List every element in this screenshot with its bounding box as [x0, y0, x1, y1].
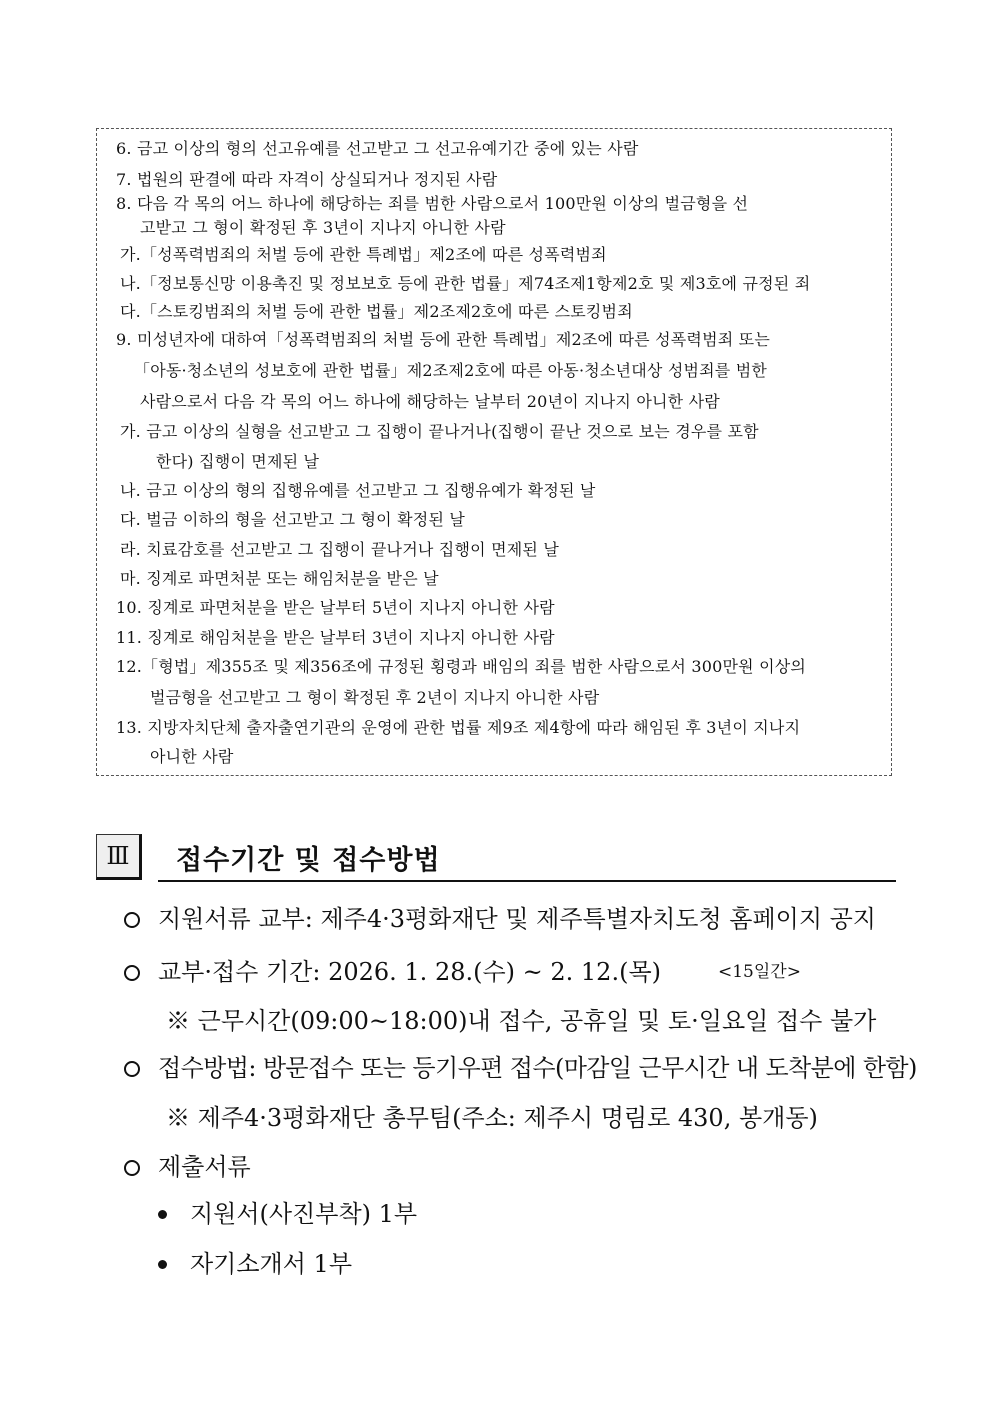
- period-days: <15일간>: [718, 962, 801, 982]
- box-line: 라. 치료감호를 선고받고 그 집행이 끝나거나 집행이 면제된 날: [120, 540, 559, 559]
- dot-bullet-icon: [158, 1260, 167, 1269]
- box-line: 8. 다음 각 목의 어느 하나에 해당하는 죄를 범한 사람으로서 100만원 이상의 벌금형을 선: [116, 194, 749, 213]
- box-line: 한다) 집행이 면제된 날: [156, 452, 320, 471]
- circle-bullet-icon: [124, 1160, 140, 1176]
- document-item: 자기소개서 1부: [190, 1250, 353, 1278]
- box-line: 9. 미성년자에 대하여「성폭력범죄의 처벌 등에 관한 특례법」제2조에 따른 성폭력범죄 또는: [116, 330, 770, 349]
- method-item: 접수방법: 방문접수 또는 등기우편 접수(마감일 근무시간 내 도착분에 한함): [158, 1054, 917, 1082]
- box-line: 11. 징계로 해임처분을 받은 날부터 3년이 지나지 아니한 사람: [116, 628, 555, 647]
- box-line: 6. 금고 이상의 형의 선고유예를 선고받고 그 선고유예기간 중에 있는 사람: [116, 139, 639, 158]
- circle-bullet-icon: [124, 912, 140, 928]
- box-line: 고받고 그 형이 확정된 후 3년이 지나지 아니한 사람: [140, 218, 506, 237]
- box-line: 나.「정보통신망 이용촉진 및 정보보호 등에 관한 법률」제74조제1항제2호 및 제3호에 규정된 죄: [120, 274, 811, 293]
- documents-heading: 제출서류: [158, 1153, 251, 1181]
- box-line: 10. 징계로 파면처분을 받은 날부터 5년이 지나지 아니한 사람: [116, 598, 555, 617]
- box-line: 가.「성폭력범죄의 처벌 등에 관한 특례법」제2조에 따른 성폭력범죄: [120, 245, 607, 264]
- box-line: 사람으로서 다음 각 목의 어느 하나에 해당하는 날부터 20년이 지나지 아니한 사람: [140, 392, 720, 411]
- section-header: [96, 834, 896, 884]
- distribution-item: 지원서류 교부: 제주4·3평화재단 및 제주특별자치도청 홈페이지 공지: [158, 905, 876, 933]
- document-item: 지원서(사진부착) 1부: [190, 1200, 418, 1228]
- box-line: 13. 지방자치단체 출자출연기관의 운영에 관한 법률 제9조 제4항에 따라 해임된 후 3년이 지나지: [116, 718, 801, 737]
- box-line: 7. 법원의 판결에 따라 자격이 상실되거나 정지된 사람: [116, 170, 498, 189]
- circle-bullet-icon: [124, 965, 140, 981]
- box-line: 나. 금고 이상의 형의 집행유예를 선고받고 그 집행유예가 확정된 날: [120, 481, 596, 500]
- box-line: 벌금형을 선고받고 그 형이 확정된 후 2년이 지나지 아니한 사람: [150, 688, 600, 707]
- box-line: 아니한 사람: [150, 747, 234, 766]
- section-title: 접수기간 및 접수방법: [176, 845, 441, 876]
- box-line: 마. 징계로 파면처분 또는 해임처분을 받은 날: [120, 569, 439, 588]
- period-item: 교부·접수 기간: 2026. 1. 28.(수) ~ 2. 12.(목): [158, 958, 661, 986]
- box-line: 「아동·청소년의 성보호에 관한 법률」제2조제2호에 따른 아동·청소년대상 성범죄를 범한: [134, 361, 768, 380]
- box-line: 다.「스토킹범죄의 처벌 등에 관한 법률」제2조제2호에 따른 스토킹범죄: [120, 302, 633, 321]
- box-line: 가. 금고 이상의 실형을 선고받고 그 집행이 끝나거나(집행이 끝난 것으로 보는 경우를 포함: [120, 422, 759, 441]
- section-number: Ⅲ: [96, 834, 142, 880]
- box-line: 다. 벌금 이하의 형을 선고받고 그 형이 확정된 날: [120, 510, 466, 529]
- hours-note: ※ 근무시간(09:00~18:00)내 접수, 공휴일 및 토·일요일 접수 불가: [166, 1007, 877, 1035]
- circle-bullet-icon: [124, 1061, 140, 1077]
- box-line: 12.「형법」제355조 및 제356조에 규정된 횡령과 배임의 죄를 범한 사람으로서 300만원 이상의: [116, 657, 807, 676]
- dot-bullet-icon: [158, 1210, 167, 1219]
- address-note: ※ 제주4·3평화재단 총무팀(주소: 제주시 명림로 430, 봉개동): [166, 1104, 818, 1132]
- section-rule: [158, 880, 896, 882]
